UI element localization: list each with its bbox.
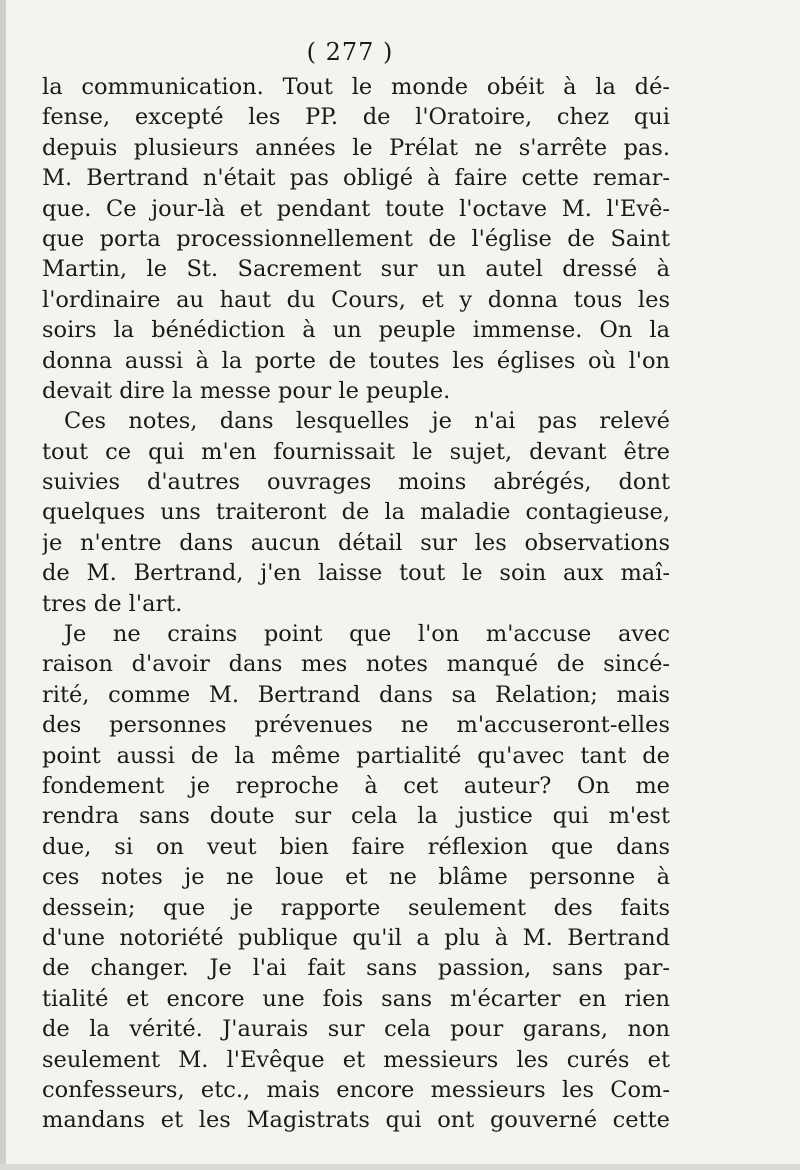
text-line: M. Bertrand n'était pas obligé à faire cette remar- [42, 165, 670, 192]
text-line: je n'entre dans aucun détail sur les observations [42, 529, 670, 556]
text-line: Ces notes, dans lesquelles je n'ai pas relevé [64, 408, 670, 435]
text-line: que porta processionnellement de l'église de Saint [42, 225, 670, 252]
text-line: tres de l'art. [42, 590, 183, 617]
page-number: ( 277 ) [306, 38, 394, 66]
text-line: confesseurs, etc., mais encore messieurs les Com- [42, 1076, 670, 1103]
text-line: fondement je reproche à cet auteur? On me [42, 772, 670, 799]
text-line: due, si on veut bien faire réflexion que dans [42, 833, 670, 860]
text-line: soirs la bénédiction à un peuple immense. On la [42, 317, 670, 344]
text-line: de changer. Je l'ai fait sans passion, sans par- [42, 955, 670, 982]
text-line: d'une notoriété publique qu'il a plu à M. Bertrand [42, 924, 670, 951]
text-line: Je ne crains point que l'on m'accuse avec [64, 621, 670, 648]
text-line: quelques uns traiteront de la maladie contagieuse, [42, 499, 670, 526]
page-bottom-edge [0, 1164, 800, 1170]
text-line: donna aussi à la porte de toutes les églises où l'on [42, 347, 670, 374]
text-line: l'ordinaire au haut du Cours, et y donna tous les [42, 286, 670, 313]
text-line: la communication. Tout le monde obéit à la dé- [42, 74, 670, 100]
text-line: Martin, le St. Sacrement sur un autel dressé à [42, 256, 670, 283]
text-line: suivies d'autres ouvrages moins abrégés, dont [42, 469, 670, 496]
text-line: rendra sans doute sur cela la justice qui m'est [42, 803, 670, 830]
text-line: seulement M. l'Evêque et messieurs les curés et [42, 1046, 670, 1073]
text-line: fense, excepté les PP. de l'Oratoire, chez qui [42, 104, 670, 131]
body-text [42, 72, 670, 1136]
text-line: mandans et les Magistrats qui ont gouverné cette [42, 1107, 670, 1134]
text-line: des personnes prévenues ne m'accuseront-elles [42, 712, 670, 739]
text-line: devait dire la messe pour le peuple. [42, 377, 451, 404]
text-line: rité, comme M. Bertrand dans sa Relation; mais [42, 681, 670, 708]
text-line: ces notes je ne loue et ne blâme personne à [42, 864, 670, 891]
text-line: dessein; que je rapporte seulement des faits [42, 894, 670, 921]
text-line: point aussi de la même partialité qu'avec tant de [42, 742, 670, 769]
text-line: raison d'avoir dans mes notes manqué de sincé- [42, 651, 670, 678]
text-line: tialité et encore une fois sans m'écarter en rien [42, 985, 670, 1012]
text-line: de la vérité. J'aurais sur cela pour garans, non [42, 1016, 670, 1043]
text-line: que. Ce jour-là et pendant toute l'octave M. l'Evê- [42, 195, 670, 222]
page-binding-edge [0, 0, 6, 1170]
text-line: de M. Bertrand, j'en laisse tout le soin aux maî- [42, 560, 670, 587]
text-line: tout ce qui m'en fournissait le sujet, devant être [42, 438, 670, 465]
text-line: depuis plusieurs années le Prélat ne s'arrête pas. [42, 134, 670, 161]
